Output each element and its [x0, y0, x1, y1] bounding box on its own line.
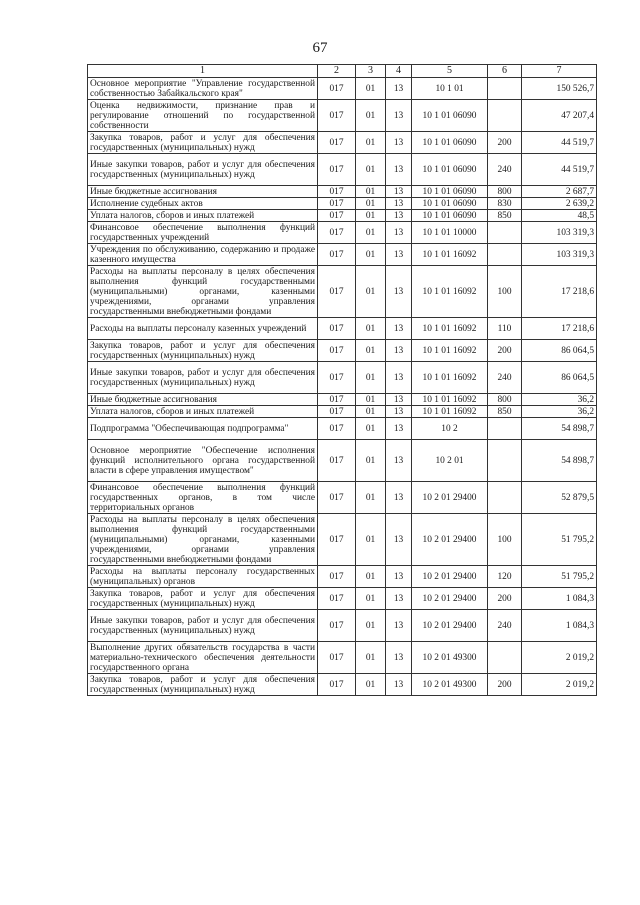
row-vr-cell: 800: [488, 186, 522, 198]
row-pr-cell: 13: [386, 514, 412, 566]
table-row: [88, 244, 597, 266]
table-row: [88, 132, 597, 154]
row-vr-cell: 120: [488, 566, 522, 588]
row-ved-cell: 017: [318, 210, 356, 222]
table-row: [88, 588, 597, 610]
row-name-cell: Финансовое обеспечение выполнения функций государственных органов, в том числе территориальных органов: [88, 482, 318, 514]
row-ved-cell: 017: [318, 394, 356, 406]
table-row: [88, 78, 597, 100]
row-pr-cell: 13: [386, 266, 412, 318]
row-name-cell: Выполнение других обязательств государства в части материально-технического обеспечения деятельности государственного органа: [88, 642, 318, 674]
row-name-cell: Иные бюджетные ассигнования: [88, 186, 318, 198]
row-pr-cell: 13: [386, 78, 412, 100]
row-pr-cell: 13: [386, 154, 412, 186]
row-sum-cell: 86 064,5: [522, 362, 597, 394]
row-name-cell: Финансовое обеспечение выполнения функций государственных учреждений: [88, 222, 318, 244]
row-pr-cell: 13: [386, 566, 412, 588]
row-vr-cell: 100: [488, 266, 522, 318]
row-name-cell: Основное мероприятие "Управление государственной собственностью Забайкальского края": [88, 78, 318, 100]
row-pr-cell: 13: [386, 210, 412, 222]
row-ved-cell: 017: [318, 674, 356, 696]
row-pr-cell: 13: [386, 132, 412, 154]
row-vr-cell: [488, 100, 522, 132]
row-ved-cell: 017: [318, 154, 356, 186]
row-sum-cell: 1 084,3: [522, 588, 597, 610]
row-name-cell: Иные закупки товаров, работ и услуг для обеспечения государственных (муниципальных) нужд: [88, 154, 318, 186]
row-pr-cell: 13: [386, 394, 412, 406]
row-rz-cell: 01: [356, 588, 386, 610]
row-vr-cell: 200: [488, 132, 522, 154]
table-header-row: [88, 65, 597, 78]
row-pr-cell: 13: [386, 198, 412, 210]
row-rz-cell: 01: [356, 418, 386, 440]
row-ved-cell: 017: [318, 482, 356, 514]
row-vr-cell: [488, 222, 522, 244]
row-ved-cell: 017: [318, 318, 356, 340]
table-row: [88, 406, 597, 418]
row-pr-cell: 13: [386, 222, 412, 244]
row-sum-cell: 36,2: [522, 406, 597, 418]
row-sum-cell: 150 526,7: [522, 78, 597, 100]
row-sum-cell: 51 795,2: [522, 566, 597, 588]
row-csr-cell: 10 1 01 16092: [412, 362, 488, 394]
table-row: [88, 198, 597, 210]
header-cell: 3: [356, 65, 386, 78]
table-row: [88, 266, 597, 318]
row-name-cell: Закупка товаров, работ и услуг для обеспечения государственных (муниципальных) нужд: [88, 674, 318, 696]
header-cell: 7: [522, 65, 597, 78]
page-number: 67: [312, 40, 328, 56]
row-ved-cell: 017: [318, 406, 356, 418]
row-ved-cell: 017: [318, 132, 356, 154]
table-row: [88, 566, 597, 588]
row-ved-cell: 017: [318, 266, 356, 318]
row-sum-cell: 54 898,7: [522, 418, 597, 440]
row-rz-cell: 01: [356, 610, 386, 642]
row-sum-cell: 17 218,6: [522, 318, 597, 340]
row-pr-cell: 13: [386, 318, 412, 340]
row-vr-cell: 200: [488, 674, 522, 696]
row-csr-cell: 10 1 01 16092: [412, 266, 488, 318]
row-csr-cell: 10 2 01 29400: [412, 588, 488, 610]
row-csr-cell: 10 2 01 29400: [412, 566, 488, 588]
row-csr-cell: 10 1 01 16092: [412, 244, 488, 266]
header-cell: 1: [88, 65, 318, 78]
row-ved-cell: 017: [318, 566, 356, 588]
row-name-cell: Закупка товаров, работ и услуг для обеспечения государственных (муниципальных) нужд: [88, 132, 318, 154]
row-sum-cell: 36,2: [522, 394, 597, 406]
row-csr-cell: 10 1 01 16092: [412, 394, 488, 406]
row-pr-cell: 13: [386, 406, 412, 418]
row-sum-cell: 54 898,7: [522, 440, 597, 482]
row-rz-cell: 01: [356, 642, 386, 674]
row-ved-cell: 017: [318, 100, 356, 132]
row-csr-cell: 10 1 01 06090: [412, 186, 488, 198]
row-vr-cell: [488, 78, 522, 100]
row-csr-cell: 10 2 01 29400: [412, 610, 488, 642]
table-row: [88, 418, 597, 440]
row-csr-cell: 10 2: [412, 418, 488, 440]
row-name-cell: Расходы на выплаты персоналу в целях обеспечения выполнения функций государственными (муниципальными) органами, казенными учреждениями, органами управления государственными внебюджетными фондами: [88, 514, 318, 566]
table-row: [88, 100, 597, 132]
row-ved-cell: 017: [318, 514, 356, 566]
row-csr-cell: 10 1 01 16092: [412, 318, 488, 340]
row-sum-cell: 48,5: [522, 210, 597, 222]
row-sum-cell: 2 639,2: [522, 198, 597, 210]
table-row: [88, 394, 597, 406]
row-csr-cell: 10 1 01 06090: [412, 132, 488, 154]
row-sum-cell: 17 218,6: [522, 266, 597, 318]
row-rz-cell: 01: [356, 440, 386, 482]
row-pr-cell: 13: [386, 244, 412, 266]
row-pr-cell: 13: [386, 482, 412, 514]
row-name-cell: Расходы на выплаты персоналу казенных учреждений: [88, 318, 318, 340]
row-csr-cell: 10 2 01 29400: [412, 482, 488, 514]
row-vr-cell: 200: [488, 588, 522, 610]
row-rz-cell: 01: [356, 514, 386, 566]
row-ved-cell: 017: [318, 440, 356, 482]
row-sum-cell: 103 319,3: [522, 222, 597, 244]
row-sum-cell: 2 019,2: [522, 642, 597, 674]
row-vr-cell: 240: [488, 154, 522, 186]
row-pr-cell: 13: [386, 440, 412, 482]
row-name-cell: Исполнение судебных актов: [88, 198, 318, 210]
header-cell: 4: [386, 65, 412, 78]
row-name-cell: Закупка товаров, работ и услуг для обеспечения государственных (муниципальных) нужд: [88, 340, 318, 362]
row-pr-cell: 13: [386, 642, 412, 674]
row-ved-cell: 017: [318, 588, 356, 610]
row-rz-cell: 01: [356, 566, 386, 588]
header-cell: 6: [488, 65, 522, 78]
row-rz-cell: 01: [356, 318, 386, 340]
row-ved-cell: 017: [318, 418, 356, 440]
table-row: [88, 318, 597, 340]
row-vr-cell: 240: [488, 362, 522, 394]
table-row: [88, 222, 597, 244]
row-vr-cell: [488, 482, 522, 514]
row-name-cell: Основное мероприятие "Обеспечение исполнения функций исполнительного органа государственной власти в сфере управления имуществом": [88, 440, 318, 482]
row-sum-cell: 44 519,7: [522, 154, 597, 186]
row-vr-cell: 100: [488, 514, 522, 566]
row-rz-cell: 01: [356, 482, 386, 514]
row-csr-cell: 10 2 01 49300: [412, 674, 488, 696]
row-vr-cell: 800: [488, 394, 522, 406]
row-csr-cell: 10 1 01 10000: [412, 222, 488, 244]
row-name-cell: Расходы на выплаты персоналу государственных (муниципальных) органов: [88, 566, 318, 588]
row-rz-cell: 01: [356, 340, 386, 362]
row-csr-cell: 10 1 01: [412, 78, 488, 100]
table-row: [88, 362, 597, 394]
row-vr-cell: 850: [488, 406, 522, 418]
row-csr-cell: 10 2 01 29400: [412, 514, 488, 566]
row-name-cell: Расходы на выплаты персоналу в целях обеспечения выполнения функций государственными (муниципальными) органами, казенными учреждениями, органами управления государственными внебюджетными фондами: [88, 266, 318, 318]
row-rz-cell: 01: [356, 266, 386, 318]
table-row: [88, 154, 597, 186]
row-rz-cell: 01: [356, 100, 386, 132]
row-sum-cell: 1 084,3: [522, 610, 597, 642]
row-name-cell: Иные закупки товаров, работ и услуг для обеспечения государственных (муниципальных) нужд: [88, 362, 318, 394]
row-pr-cell: 13: [386, 674, 412, 696]
row-name-cell: Иные бюджетные ассигнования: [88, 394, 318, 406]
row-sum-cell: 47 207,4: [522, 100, 597, 132]
row-sum-cell: 51 795,2: [522, 514, 597, 566]
row-rz-cell: 01: [356, 674, 386, 696]
row-pr-cell: 13: [386, 362, 412, 394]
row-pr-cell: 13: [386, 340, 412, 362]
row-sum-cell: 44 519,7: [522, 132, 597, 154]
row-pr-cell: 13: [386, 610, 412, 642]
row-rz-cell: 01: [356, 78, 386, 100]
row-ved-cell: 017: [318, 186, 356, 198]
row-ved-cell: 017: [318, 198, 356, 210]
row-sum-cell: 2 019,2: [522, 674, 597, 696]
table-row: [88, 674, 597, 696]
row-vr-cell: 830: [488, 198, 522, 210]
row-rz-cell: 01: [356, 186, 386, 198]
row-ved-cell: 017: [318, 362, 356, 394]
row-name-cell: Подпрограмма "Обеспечивающая подпрограмма": [88, 418, 318, 440]
table-row: [88, 482, 597, 514]
row-rz-cell: 01: [356, 394, 386, 406]
row-csr-cell: 10 2 01 49300: [412, 642, 488, 674]
header-cell: 2: [318, 65, 356, 78]
budget-table: [87, 64, 597, 696]
row-rz-cell: 01: [356, 406, 386, 418]
row-vr-cell: 240: [488, 610, 522, 642]
row-name-cell: Учреждения по обслуживанию, содержанию и продаже казенного имущества: [88, 244, 318, 266]
row-rz-cell: 01: [356, 222, 386, 244]
row-name-cell: Иные закупки товаров, работ и услуг для обеспечения государственных (муниципальных) нужд: [88, 610, 318, 642]
row-pr-cell: 13: [386, 100, 412, 132]
row-csr-cell: 10 1 01 06090: [412, 154, 488, 186]
row-rz-cell: 01: [356, 210, 386, 222]
header-cell: 5: [412, 65, 488, 78]
row-sum-cell: 86 064,5: [522, 340, 597, 362]
row-csr-cell: 10 2 01: [412, 440, 488, 482]
row-vr-cell: [488, 440, 522, 482]
row-pr-cell: 13: [386, 588, 412, 610]
row-csr-cell: 10 1 01 06090: [412, 210, 488, 222]
row-csr-cell: 10 1 01 06090: [412, 100, 488, 132]
row-pr-cell: 13: [386, 418, 412, 440]
row-name-cell: Оценка недвижимости, признание прав и регулирование отношений по государственной собственности: [88, 100, 318, 132]
row-rz-cell: 01: [356, 154, 386, 186]
row-sum-cell: 52 879,5: [522, 482, 597, 514]
row-name-cell: Закупка товаров, работ и услуг для обеспечения государственных (муниципальных) нужд: [88, 588, 318, 610]
row-csr-cell: 10 1 01 16092: [412, 340, 488, 362]
row-pr-cell: 13: [386, 186, 412, 198]
table-row: [88, 340, 597, 362]
row-rz-cell: 01: [356, 244, 386, 266]
row-rz-cell: 01: [356, 132, 386, 154]
row-vr-cell: [488, 642, 522, 674]
row-name-cell: Уплата налогов, сборов и иных платежей: [88, 406, 318, 418]
row-vr-cell: [488, 418, 522, 440]
row-rz-cell: 01: [356, 362, 386, 394]
row-ved-cell: 017: [318, 642, 356, 674]
row-vr-cell: 200: [488, 340, 522, 362]
row-ved-cell: 017: [318, 340, 356, 362]
row-sum-cell: 2 687,7: [522, 186, 597, 198]
table-row: [88, 642, 597, 674]
row-vr-cell: 110: [488, 318, 522, 340]
row-ved-cell: 017: [318, 244, 356, 266]
row-ved-cell: 017: [318, 610, 356, 642]
row-rz-cell: 01: [356, 198, 386, 210]
row-ved-cell: 017: [318, 222, 356, 244]
row-ved-cell: 017: [318, 78, 356, 100]
table-row: [88, 186, 597, 198]
table-row: [88, 610, 597, 642]
row-csr-cell: 10 1 01 06090: [412, 198, 488, 210]
table-row: [88, 210, 597, 222]
row-vr-cell: [488, 244, 522, 266]
table-row: [88, 514, 597, 566]
table-row: [88, 440, 597, 482]
row-name-cell: Уплата налогов, сборов и иных платежей: [88, 210, 318, 222]
row-csr-cell: 10 1 01 16092: [412, 406, 488, 418]
row-vr-cell: 850: [488, 210, 522, 222]
row-sum-cell: 103 319,3: [522, 244, 597, 266]
